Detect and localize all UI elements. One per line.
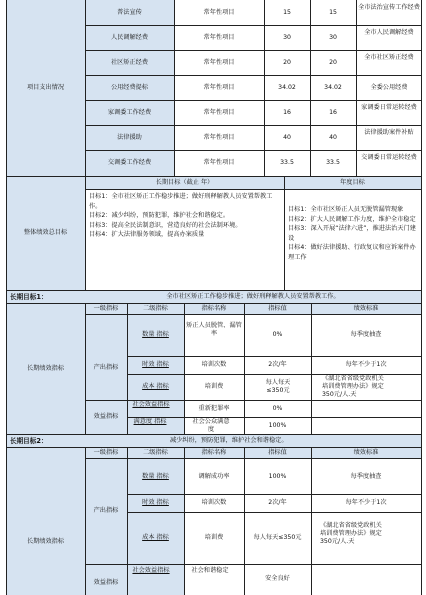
spend-name: 人民调解经费 [110,34,149,41]
indicator-level2: 时效 指标 [142,499,169,506]
spend-type: 常年性项目 [203,9,235,16]
indicator-value: 100% [268,422,287,429]
spend-amount-b: 33.5 [326,159,340,166]
spend-amount-b: 40 [329,134,337,141]
indicator-value: 2次/年 [268,499,287,506]
indicator-level2: 满意度 指标 [133,418,167,425]
indicator-level2: 成本 指标 [142,383,169,390]
spend-amount-b: 15 [329,9,337,16]
indicator-standard: 《湖北省省级党政机关培训费管理办法》规定350元/人.天 [320,522,382,545]
spend-name: 公用经费提标 [110,84,149,91]
long-term-goals: 目标1：全市社区矫正工作稳步推进；做好刑释解教人员安置帮教工作。 目标2：减少纠纷，预防犯罪，维护社会和谐稳定。 目标3：提高全民法制意识，营造良好的社会法制环境。 目标4：扩大法律服务领域，提高办案质量 [89,193,273,238]
spend-amount-b: 16 [329,109,337,116]
spend-amount-a: 33.5 [280,159,294,166]
indicator-standard: 每季度抽查 [350,331,382,338]
indicator-standard: 每年不少于1次 [345,361,387,368]
spend-name: 社区矫正经费 [110,59,149,66]
spend-type: 常年性项目 [203,134,235,141]
overall-label: 整体绩效总目标 [23,229,68,236]
spend-note: 全市人民调解经费 [364,29,414,36]
goal2-header-level1: 一级指标 [93,449,119,456]
indicator-value: 0% [272,405,283,412]
goal2-effect-category: 效益指标 [93,579,119,586]
indicator-level2: 社会效益指标 [132,567,170,574]
annual-goals: 目标1：全市社区矫正人员无脱管漏管现象 目标2：扩大人民调解工作力度，维护全市稳定 目标3：深入开展“法律六进”，推进法治天门建设 目标4：做好法律援助、行政复议和应诉案件办理工作 [288,206,416,261]
goal2-header-level2: 二级指标 [143,449,168,456]
spend-amount-a: 30 [283,34,291,41]
indicator-value: 2次/年 [268,361,287,368]
spend-type: 常年性项目 [203,84,235,91]
spend-note: 交调委日常运转经费 [361,154,417,161]
indicator-level2: 社会效益指标 [132,401,170,408]
indicator-name: 培训费 [204,534,224,541]
annual-header: 年度目标 [340,179,365,186]
goal2-label: 长期目标2： [10,437,48,445]
goal1-effect-category: 效益指标 [93,413,119,420]
spend-name: 家调委工作经费 [107,109,152,116]
indicator-level2: 数量 指标 [142,331,169,338]
spend-type: 常年性项目 [203,59,235,66]
indicator-name: 培训费 [204,383,224,390]
spend-note: 全市法治宣传工作经费 [358,4,420,11]
indicator-name: 调解成功率 [198,473,230,480]
indicator-level2: 时效 指标 [142,361,169,368]
spend-type: 常年性项目 [203,34,235,41]
goal2-text: 减少纠纷，预防犯罪，维护社会和谐稳定。 [170,437,288,444]
spend-amount-a: 15 [283,9,291,16]
goal2-header-standard: 绩效标准 [353,449,379,456]
spend-name: 法律援助 [117,134,142,141]
indicator-name: 培训次数 [201,499,227,506]
indicator-level2: 成本 指标 [142,534,169,541]
spend-amount-a: 20 [283,59,291,66]
spend-amount-b: 34.02 [324,84,342,91]
spend-amount-a: 16 [283,109,291,116]
indicator-name: 社会公众满意度 [192,418,230,433]
spend-amount-b: 20 [329,59,337,66]
spend-note: 全委公用经费 [370,84,408,91]
indicator-name: 培训次数 [201,361,227,368]
spend-type: 常年性项目 [203,109,235,116]
spend-note: 全市社区矫正经费 [364,54,414,61]
goal2-block-label: 长期绩效指标 [26,538,65,545]
goal1-header-level1: 一级指标 [93,305,119,312]
spend-name: 交调委工作经费 [107,159,152,166]
goal1-header-standard: 绩效标准 [353,305,379,312]
indicator-value: 安全良好 [265,575,290,582]
goal1-header-level2: 二级指标 [143,305,168,312]
indicator-value: 100% [268,473,287,480]
goal1-label: 长期目标1： [10,293,48,301]
indicator-standard: 《湖北省省级党政机关培训费管理办法》规定350元/人.天 [322,375,384,398]
indicator-name: 重新犯罪率 [198,405,230,412]
goal1-output-category: 产出指标 [93,364,119,371]
spend-note: 家调委日常运转经费 [361,104,417,111]
goal1-text: 全市社区矫正工作稳步推进；做好刑释解教人员安置帮教工作。 [166,293,340,300]
indicator-name: 社会和谐稳定 [191,567,229,574]
indicator-value: 每人每天≤350元 [265,379,291,394]
spend-amount-a: 40 [283,134,291,141]
spend-label: 项目支出情况 [26,84,65,91]
spend-amount-a: 34.02 [278,84,296,91]
spend-type: 常年性项目 [203,159,235,166]
goal1-header-value: 指标值 [268,305,287,312]
spend-name: 普法宣传 [117,9,142,16]
goal2-header-name: 指标名称 [201,449,227,456]
indicator-level2: 数量 指标 [142,473,169,480]
indicator-standard: 每季度抽查 [350,473,382,480]
goal2-output-category: 产出指标 [93,507,119,514]
spend-amount-b: 30 [329,34,337,41]
indicator-standard: 每年不少于1次 [345,499,387,506]
long-term-header: 长期目标（截止 年） [155,179,214,186]
goal1-header-name: 指标名称 [201,305,227,312]
spend-note: 法律援助案件补贴 [364,129,414,136]
indicator-value: 0% [272,331,283,338]
goal2-header-value: 指标值 [268,449,287,456]
indicator-name: 矫正人员脱管、漏管率 [186,322,242,337]
indicator-value: 每人每天≤350元 [253,534,302,541]
goal1-block-label: 长期绩效指标 [26,365,65,372]
